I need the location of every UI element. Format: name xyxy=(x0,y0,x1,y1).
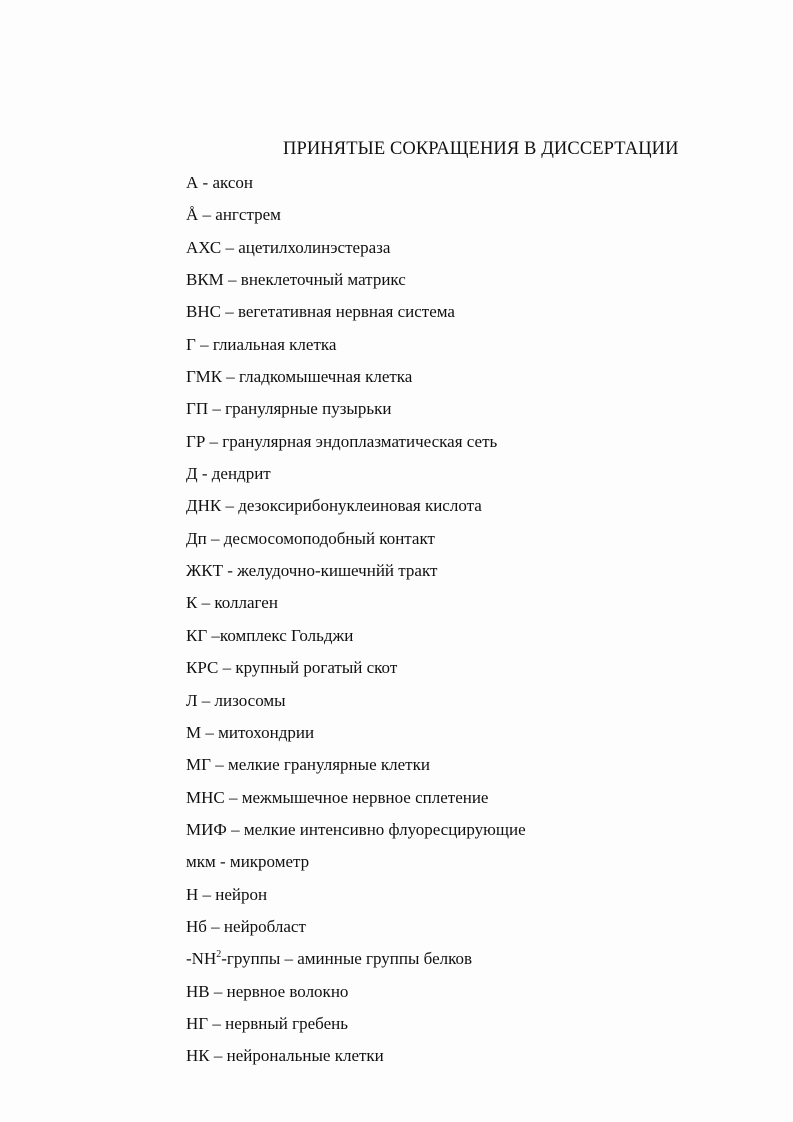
list-item: КРС – крупный рогатый скот xyxy=(186,658,398,678)
list-item: Н – нейрон xyxy=(186,884,268,904)
list-item: Л – лизосомы xyxy=(186,690,286,710)
list-item: Дп – десмосомоподобный контакт xyxy=(186,528,435,548)
list-item: НК – нейрональные клетки xyxy=(186,1046,384,1066)
list-item: ГМК – гладкомышечная клетка xyxy=(186,367,413,387)
list-item: Д - дендрит xyxy=(186,464,271,484)
list-item: МИФ – мелкие интенсивно флуоресцирующие xyxy=(186,819,526,839)
list-item: ВКМ – внеклеточный матрикс xyxy=(186,270,406,290)
list-item: НВ – нервное волокно xyxy=(186,981,349,1001)
list-item: МГ – мелкие гранулярные клетки xyxy=(186,755,430,775)
list-item: Г – глиальная клетка xyxy=(186,334,337,354)
subscript-digit: 2 xyxy=(216,949,222,961)
list-item: Нб – нейробласт xyxy=(186,916,306,936)
list-item: МНС – межмышечное нервное сплетение xyxy=(186,787,489,807)
list-item: ГР – гранулярная эндоплазматическая сеть xyxy=(186,431,498,451)
list-item xyxy=(186,948,526,980)
list-item: М – митохондрии xyxy=(186,722,315,742)
amino-group-suffix: -группы – аминные группы белков xyxy=(221,949,473,969)
amino-group-prefix: -NH xyxy=(186,949,217,969)
list-item: Å – ангстрем xyxy=(186,205,281,225)
abbreviation-list xyxy=(186,172,526,1078)
list-item: НГ – нервный гребень xyxy=(186,1013,348,1033)
list-item: К – коллаген xyxy=(186,593,278,613)
list-item: АХС – ацетилхолинэстераза xyxy=(186,237,391,257)
list-item: ГП – гранулярные пузырьки xyxy=(186,399,392,419)
list-item: ВНС – вегетативная нервная система xyxy=(186,302,455,322)
list-item: КГ –комплекс Гольджи xyxy=(186,625,354,645)
list-item: ЖКТ - желудочно-кишечнйй тракт xyxy=(186,561,438,581)
list-item: А - аксон xyxy=(186,173,253,192)
list-item: мкм - микрометр xyxy=(186,852,310,872)
page-title: ПРИНЯТЫЕ СОКРАЩЕНИЯ В ДИССЕРТАЦИИ xyxy=(283,139,679,159)
list-item: ДНК – дезоксирибонуклеиновая кислота xyxy=(186,496,482,516)
